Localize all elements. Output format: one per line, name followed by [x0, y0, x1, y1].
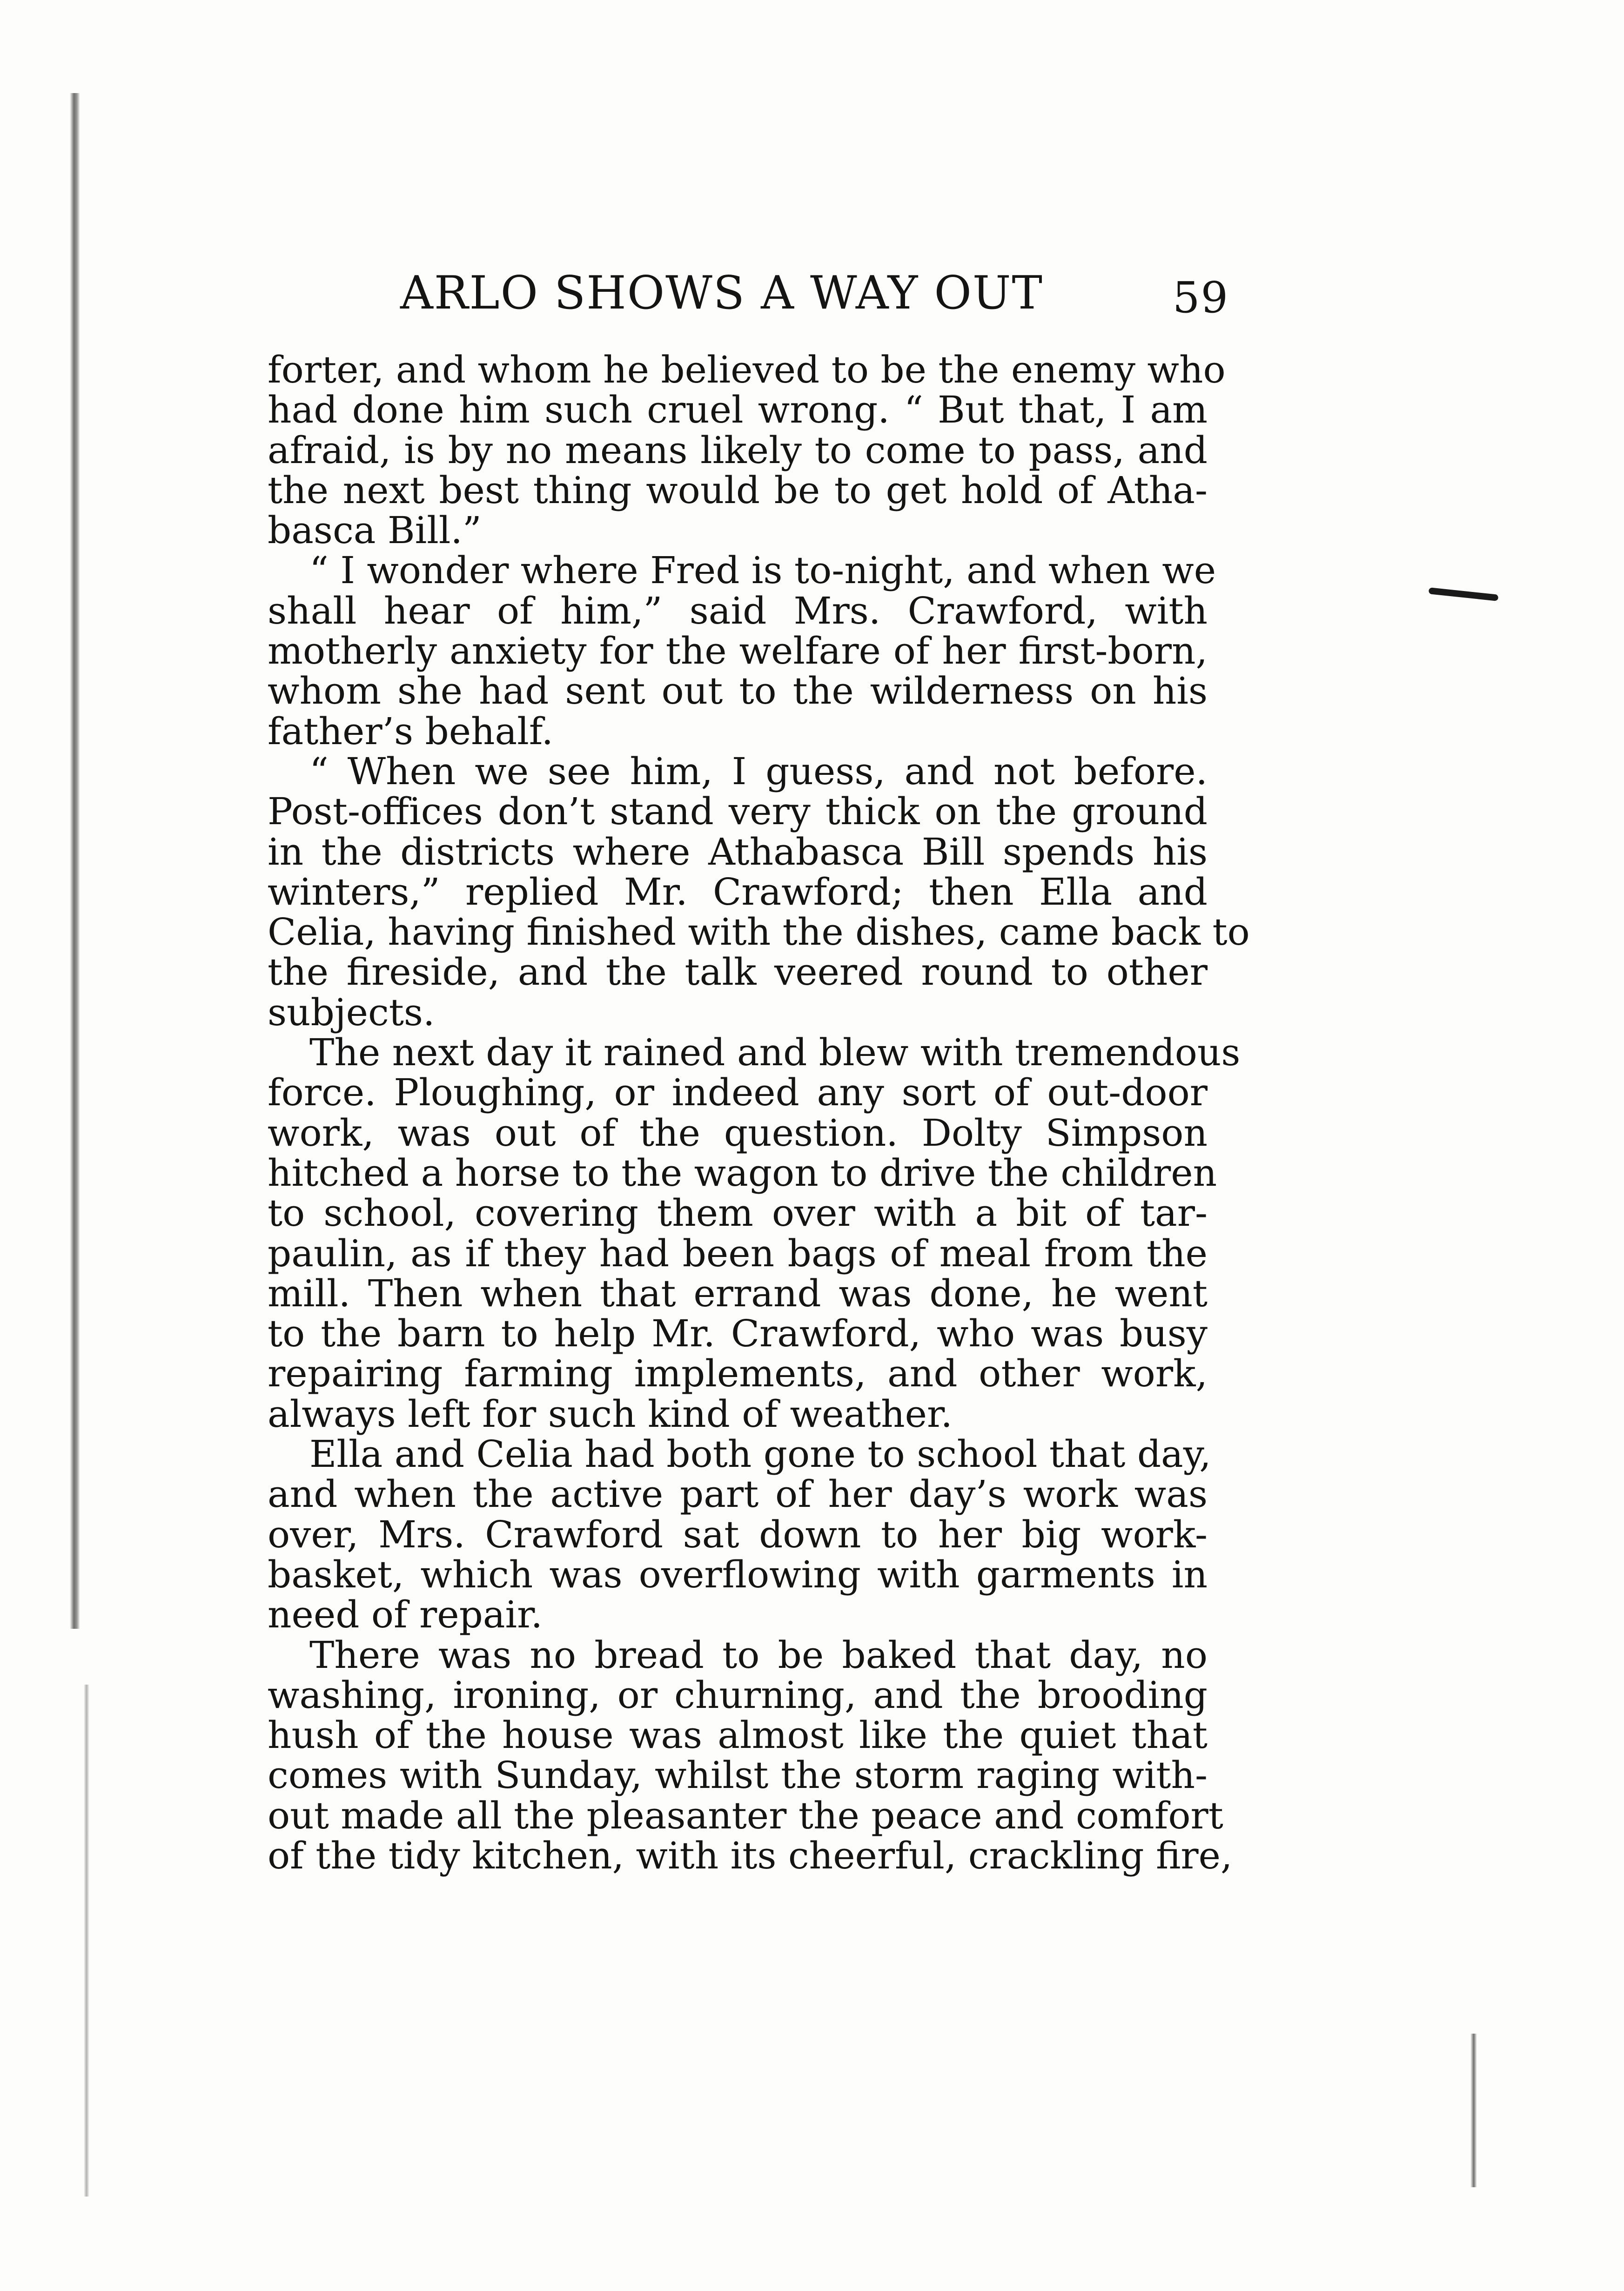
text-line: winters,” replied Mr. Crawford; then Ella and: [268, 870, 1208, 914]
text-line: need of repair.: [268, 1593, 543, 1637]
text-line: to the barn to help Mr. Crawford, who was busy: [268, 1312, 1208, 1356]
text-line: basca Bill.”: [268, 509, 482, 552]
text-line: had done him such cruel wrong. “ But that, I am: [268, 388, 1208, 432]
scan-edge-shadow-left-lower: [84, 1685, 89, 2197]
text-line: There was no bread to be baked that day, no: [309, 1633, 1208, 1677]
text-line: and when the active part of her day’s work was: [268, 1472, 1208, 1516]
scan-edge-shadow-right: [1470, 2034, 1477, 2187]
text-line: the fireside, and the talk veered round to other: [268, 950, 1208, 994]
chapter-title: ARLO SHOWS A WAY OUT: [400, 267, 1043, 320]
text-line: paulin, as if they had been bags of meal from the: [268, 1231, 1208, 1275]
text-line: the next best thing would be to get hold of Atha-: [268, 468, 1208, 512]
text-line: mill. Then when that errand was done, he went: [268, 1271, 1208, 1315]
text-line: Ella and Celia had both gone to school that day,: [309, 1432, 1211, 1476]
scan-mark: [1429, 587, 1499, 601]
text-line: hitched a horse to the wagon to drive the children: [268, 1151, 1217, 1195]
text-line: “ When we see him, I guess, and not before.: [309, 749, 1208, 793]
text-line: force. Ploughing, or indeed any sort of out-door: [268, 1071, 1208, 1115]
text-line: afraid, is by no means likely to come to pass, and: [268, 428, 1208, 472]
text-line: Post-offices don’t stand very thick on the ground: [268, 790, 1208, 833]
text-line: work, was out of the question. Dolty Simpson: [268, 1111, 1208, 1155]
text-line: motherly anxiety for the welfare of her first-born,: [268, 629, 1208, 673]
text-line: of the tidy kitchen, with its cheerful, crackling fire,: [268, 1834, 1233, 1877]
text-line: hush of the house was almost like the quiet that: [268, 1713, 1208, 1757]
text-line: forter, and whom he believed to be the enemy who: [268, 348, 1226, 391]
text-line: subjects.: [268, 990, 435, 1034]
text-line: shall hear of him,” said Mrs. Crawford, with: [268, 589, 1208, 632]
text-line: always left for such kind of weather.: [268, 1392, 953, 1436]
page-number: 59: [1173, 273, 1229, 322]
text-line: basket, which was overflowing with garments in: [268, 1552, 1208, 1596]
text-line: to school, covering them over with a bit of tar-: [268, 1191, 1208, 1235]
scan-edge-shadow-left: [70, 93, 80, 1629]
text-line: over, Mrs. Crawford sat down to her big work-: [268, 1512, 1208, 1556]
text-line: in the districts where Athabasca Bill spends his: [268, 830, 1208, 873]
text-line: father’s behalf.: [268, 709, 554, 753]
running-head: [400, 258, 1284, 328]
text-line: repairing farming implements, and other work,: [268, 1352, 1208, 1396]
text-line: out made all the pleasanter the peace and comfort: [268, 1794, 1223, 1837]
text-line: washing, ironing, or churning, and the brooding: [268, 1673, 1208, 1717]
text-line: The next day it rained and blew with tremendous: [309, 1031, 1241, 1075]
text-line: whom she had sent out to the wilderness on his: [268, 669, 1208, 713]
text-line: comes with Sunday, whilst the storm raging with-: [268, 1754, 1208, 1797]
text-line: Celia, having finished with the dishes, came back to: [268, 910, 1250, 954]
body-text: [268, 348, 1250, 1877]
text-line: “ I wonder where Fred is to-night, and when we: [309, 549, 1216, 592]
